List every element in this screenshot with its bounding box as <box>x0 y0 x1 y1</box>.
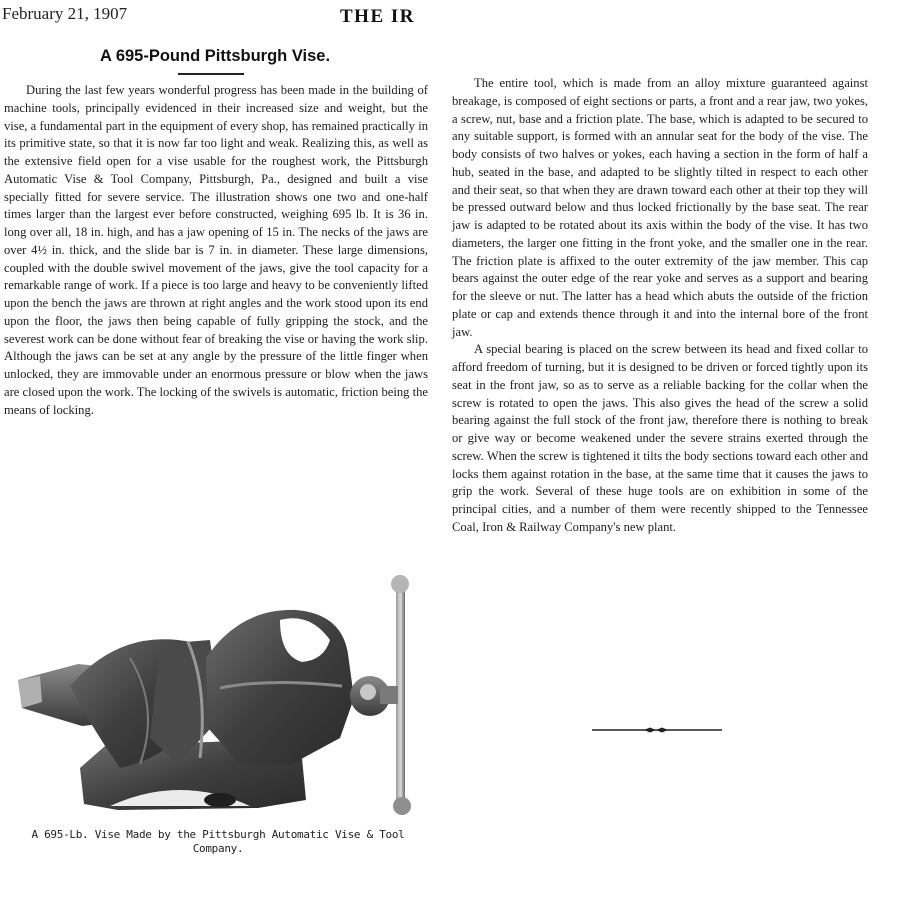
end-ornament <box>592 727 722 733</box>
right-column <box>452 75 868 537</box>
paragraph: A special bearing is placed on the screw between its head and fixed collar to afford freedom of turning, but it is designed to be driven or forced tightly upon its seat in the front jaw, so as to serve as a reliable backing for the collar when the screw is rotated to open the jaws. This also gives the head of the screw a solid bearing against the full stock of the front jaw, therefore there is nothing to break or give way or become weakened under the severe strains exerted through the screw. When the screw is tightened it tilts the body sections toward each other and locks them against rotation in the base, at the same time that it causes the jaws to grip the work. Several of these huge tools are on exhibition in some of the principal cities, and a number of them were recently shipped to the Tennessee Coal, Iron & Railway Company's new plant. <box>452 342 868 534</box>
vise-illustration <box>10 568 430 826</box>
article-title: A 695-Pound Pittsburgh Vise. <box>99 47 331 65</box>
title-divider <box>178 73 244 75</box>
paragraph: The entire tool, which is made from an alloy mixture guaranteed against breakage, is composed of eight sections or parts, a front and a rear jaw, two yokes, a screw, nut, base and a friction plate. The base, which is adapted to be secured to any suitable support, is formed with an annular seat for the body of the vise. The body consists of two halves or yokes, each having a section in the form of half a hub, seated in the base, and adapted to be slightly tilted in respect to each other and their seat, so that when they are drawn toward each other at their top they will be pressed outward below and thus locked frictionally by the base seat. The rear jaw is adapted to be rotated about its axis within the body of the vise. It has two diameters, the larger one fitting in the front yoke, and the smaller one in the rear. The friction plate is affixed to the outer extremity of the jaw member. This cap bears against the outer edge of the rear yoke and serves as a support and bearing for the sleeve or nut. The latter has a head which abuts the outside of the friction plate or cap and extends thence through it and into the internal bore of the front jaw. <box>452 76 868 339</box>
figure-caption: A 695-Lb. Vise Made by the Pittsburgh Automatic Vise & Tool Company. <box>31 828 405 855</box>
journal-title-fragment: THE IR <box>340 6 415 27</box>
paragraph: During the last few years wonderful progress has been made in the building of machine tools, principally evidenced in their increased size and weight, but the vise, a fundamental part in the equipment of every shop, has remained practically in its primitive state, so that it is now far too light and weak. Realizing this, as well as the extensive field open for a vise usable for the roughest work, the Pittsburgh Automatic Vise & Tool Company, Pittsburgh, Pa., designed and built a vise specially fitted for severe service. The illustration shows one two and one-half times larger than the largest ever before constructed, weighing 695 lb. It is 36 in. long over all, 18 in. high, and has a jaw opening of 15 in. The necks of the jaws are over 4½ in. thick, and the slide bar is 7 in. in diameter. These large dimensions, coupled with the double swivel movement of the jaws, give the tool capacity for a remarkable range of work. If a piece is too large and heavy to be conveniently lifted upon the bench the jaws are thrown at right angles and the work stood upon its end upon the floor, the jaws then being capable of fully gripping the stock, and the severest work can be done without fear of breaking the vise or having the work slip. Although the jaws can be set at any angle by the pressure of the little finger when unlocked, they are immovable under an enormous pressure or blow when the jaws are closed upon the work. The locking of the swivels is automatic, friction being the means of locking. <box>4 83 428 417</box>
left-column <box>4 82 428 419</box>
issue-date: February 21, 1907 <box>2 4 128 23</box>
